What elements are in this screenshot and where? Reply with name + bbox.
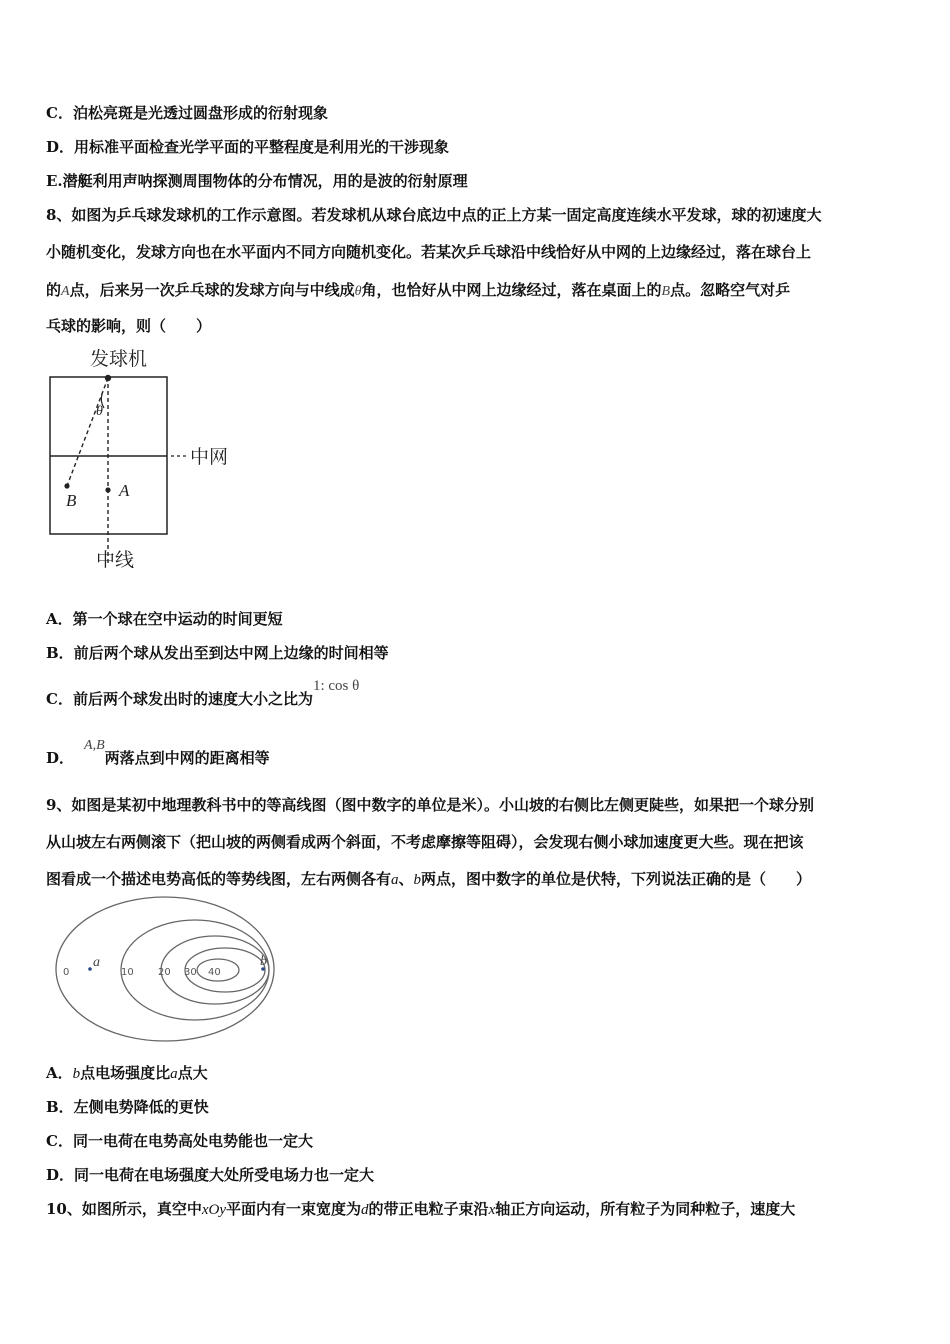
q8-option-c-ratio: 1: cos θ	[312, 678, 360, 694]
q9-var-a: a	[391, 872, 399, 888]
contour-label-0: 0	[63, 967, 70, 978]
centerline-label: 中线	[96, 549, 135, 571]
launcher-point	[105, 375, 111, 381]
q9-option-a-mid: 点电场强度比	[80, 1064, 171, 1082]
q8-option-d-tag: D．	[46, 749, 75, 767]
option-e-sonar: E.潜艇利用声呐探测周围物体的分布情况，用的是波的衍射原理	[46, 172, 468, 190]
q10-stem-line1	[46, 1199, 795, 1220]
q9-option-a	[46, 1063, 208, 1084]
q9-stem-line2: 从山坡左右两侧滚下（把山坡的两侧看成两个斜面，不考虑摩擦等阻碍），会发现右侧小球加速度更大些。现在把该	[46, 833, 804, 851]
q9-stem-line3-part-c: 两点，图中数字的单位是伏特，下列说法正确的是（ ）	[421, 870, 812, 888]
q8-stem-line2: 小随机变化，发球方向也在水平面内不同方向随机变化。若某次乒乓球沿中线恰好从中网的上边缘经过，落在球台上	[46, 243, 812, 261]
q8-option-c	[46, 678, 360, 710]
q8-stem-line3-part-a: 的	[46, 281, 62, 299]
contour-label-40: 40	[208, 967, 221, 978]
option-d-interference: D．用标准平面检查光学平面的平整程度是利用光的干涉现象	[46, 138, 450, 156]
q8-option-b: B．前后两个球从发出至到达中网上边缘的时间相等	[46, 644, 389, 662]
q10-part-e: 轴正方向运动，所有粒子为同种粒子，速度大	[495, 1200, 796, 1218]
option-c-poisson: C．泊松亮斑是光透过圆盘形成的衍射现象	[46, 104, 328, 122]
contour-label-10: 10	[121, 967, 134, 978]
q9-option-c: C．同一电荷在电势高处电势能也一定大	[46, 1132, 313, 1150]
net-label: 中网	[190, 446, 229, 468]
point-a-label: A	[119, 481, 130, 500]
q9-stem-line3-part-a: 图看成一个描述电势高低的等势线图，左右两侧各有	[46, 870, 392, 888]
point-b-dot	[64, 483, 69, 488]
point-a-label: a	[93, 955, 100, 970]
q10-part-c: 的带正电粒子束沿	[368, 1200, 489, 1218]
launcher-label: 发球机	[90, 348, 148, 370]
q9-option-a-var-a: a	[170, 1066, 178, 1082]
q8-point-b-inline: B	[661, 284, 671, 299]
q8-stem-line3-part-b: 点，后来另一次乒乓球的发球方向与中线成	[69, 281, 355, 299]
q9-stem-line3-sep: 、	[398, 870, 414, 888]
q8-option-d-points: A,B	[84, 738, 105, 753]
q10-var-x: x	[488, 1202, 496, 1218]
q10-part-b: 平面内有一束宽度为	[226, 1200, 362, 1218]
q9-var-b: b	[413, 872, 422, 888]
q8-stem-line4: 乓球的影响，则（ ）	[46, 317, 212, 335]
angle-theta-label: θ	[96, 404, 103, 419]
q9-stem-line1: 9、如图是某初中地理教科书中的等高线图（图中数字的单位是米）。小山坡的右侧比左侧更陡些，如果把一个球分别	[46, 796, 814, 814]
q8-stem-line1: 8、如图为乒乓球发球机的工作示意图。若发球机从球台底边中点的正上方某一固定高度连续水平发球，球的初速度大	[46, 206, 822, 224]
point-b-label: b	[260, 954, 267, 969]
q9-option-a-var-b: b	[72, 1066, 81, 1082]
q9-contour-figure	[50, 896, 290, 1046]
q8-stem-line3-part-d: 点。忽略空气对乒	[670, 281, 791, 299]
q8-option-a: A．第一个球在空中运动的时间更短	[46, 610, 283, 628]
q8-table-figure	[40, 340, 250, 580]
q10-var-d: d	[361, 1202, 369, 1218]
q9-option-d: D．同一电荷在电场强度大处所受电场力也一定大	[46, 1166, 375, 1184]
q9-option-a-end: 点大	[177, 1064, 208, 1082]
contour-label-30: 30	[184, 967, 197, 978]
q8-stem-line3	[46, 280, 790, 302]
q8-option-d-text: 两落点到中网的距离相等	[104, 749, 270, 767]
point-a-dot	[88, 967, 92, 971]
q10-part-a: 10、如图所示，真空中	[46, 1200, 202, 1218]
q8-theta-inline: θ	[354, 284, 362, 299]
q9-option-a-tag: A．	[46, 1064, 73, 1082]
contour-label-20: 20	[158, 967, 171, 978]
q8-option-d	[46, 738, 270, 770]
q8-stem-line3-part-c: 角，也恰好从中网上边缘经过，落在桌面上的	[361, 281, 662, 299]
q10-var-xoy: xOy	[201, 1202, 227, 1218]
q8-point-a-inline: A	[61, 284, 70, 299]
q8-option-c-text: C．前后两个球发出时的速度大小之比为	[46, 690, 313, 708]
q9-option-b: B．左侧电势降低的更快	[46, 1098, 209, 1116]
point-a-dot	[105, 487, 110, 492]
point-b-label: B	[66, 491, 77, 510]
q9-stem-line3	[46, 869, 811, 890]
